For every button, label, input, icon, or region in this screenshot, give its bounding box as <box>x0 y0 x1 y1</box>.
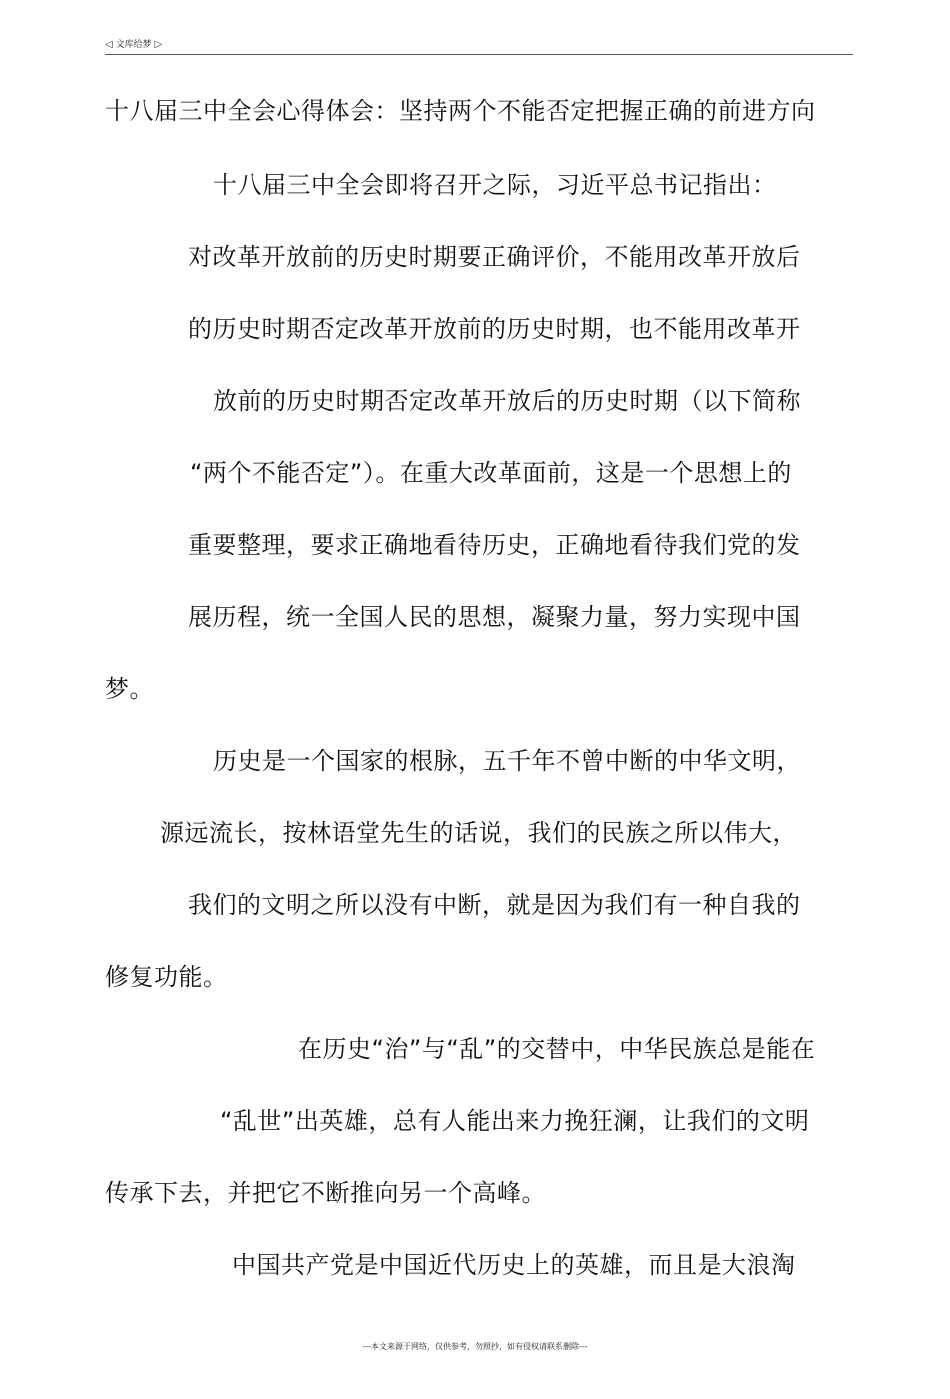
text-line: “乱世”出英雄，总有人能出来力挽狂澜，让我们的文明 <box>220 1107 810 1135</box>
text-line: 对改革开放前的历史时期要正确评价，不能用改革开放后 <box>188 243 801 271</box>
text-line: 展历程，统一全国人民的思想，凝聚力量，努力实现中国 <box>188 603 801 631</box>
text-line: 我们的文明之所以没有中断，就是因为我们有一种自我的 <box>188 891 801 919</box>
text-line: 在历史“治”与“乱”的交替中，中华民族总是能在 <box>298 1035 816 1063</box>
right-triangle-icon: ▷ <box>154 39 163 50</box>
text-line: 十八届三中全会即将召开之际，习近平总书记指出： <box>213 171 777 199</box>
page-header <box>105 38 853 55</box>
text-line: 重要整理，要求正确地看待历史，正确地看待我们党的发 <box>188 531 801 559</box>
text-line: 历史是一个国家的根脉，五千年不曾中断的中华文明， <box>213 747 801 775</box>
text-line: 梦。 <box>105 675 154 703</box>
left-triangle-icon: ◁ <box>105 39 113 50</box>
text-line: 传承下去，并把它不断推向另一个高峰。 <box>105 1179 546 1207</box>
text-line: 放前的历史时期否定改革开放后的历史时期（以下简称 <box>213 387 801 415</box>
header-label: 文库给梦 <box>115 40 152 50</box>
text-line: 修复功能。 <box>105 963 228 991</box>
text-line: 的历史时期否定改革开放前的历史时期，也不能用改革开 <box>188 315 801 343</box>
text-line: “两个不能否定”）。在重大改革面前，这是一个思想上的 <box>190 459 792 487</box>
text-line: 中国共产党是中国近代历史上的英雄，而且是大浪淘 <box>232 1251 796 1279</box>
text-line: 源远流长，按林语堂先生的话说，我们的民族之所以伟大， <box>160 819 797 847</box>
document-title: 十八届三中全会心得体会：坚持两个不能否定把握正确的前进方向 <box>105 97 816 125</box>
page-footer: ---本文来源于网络，仅供参考，勿照抄，如有侵权请联系删除--- <box>362 1342 588 1351</box>
